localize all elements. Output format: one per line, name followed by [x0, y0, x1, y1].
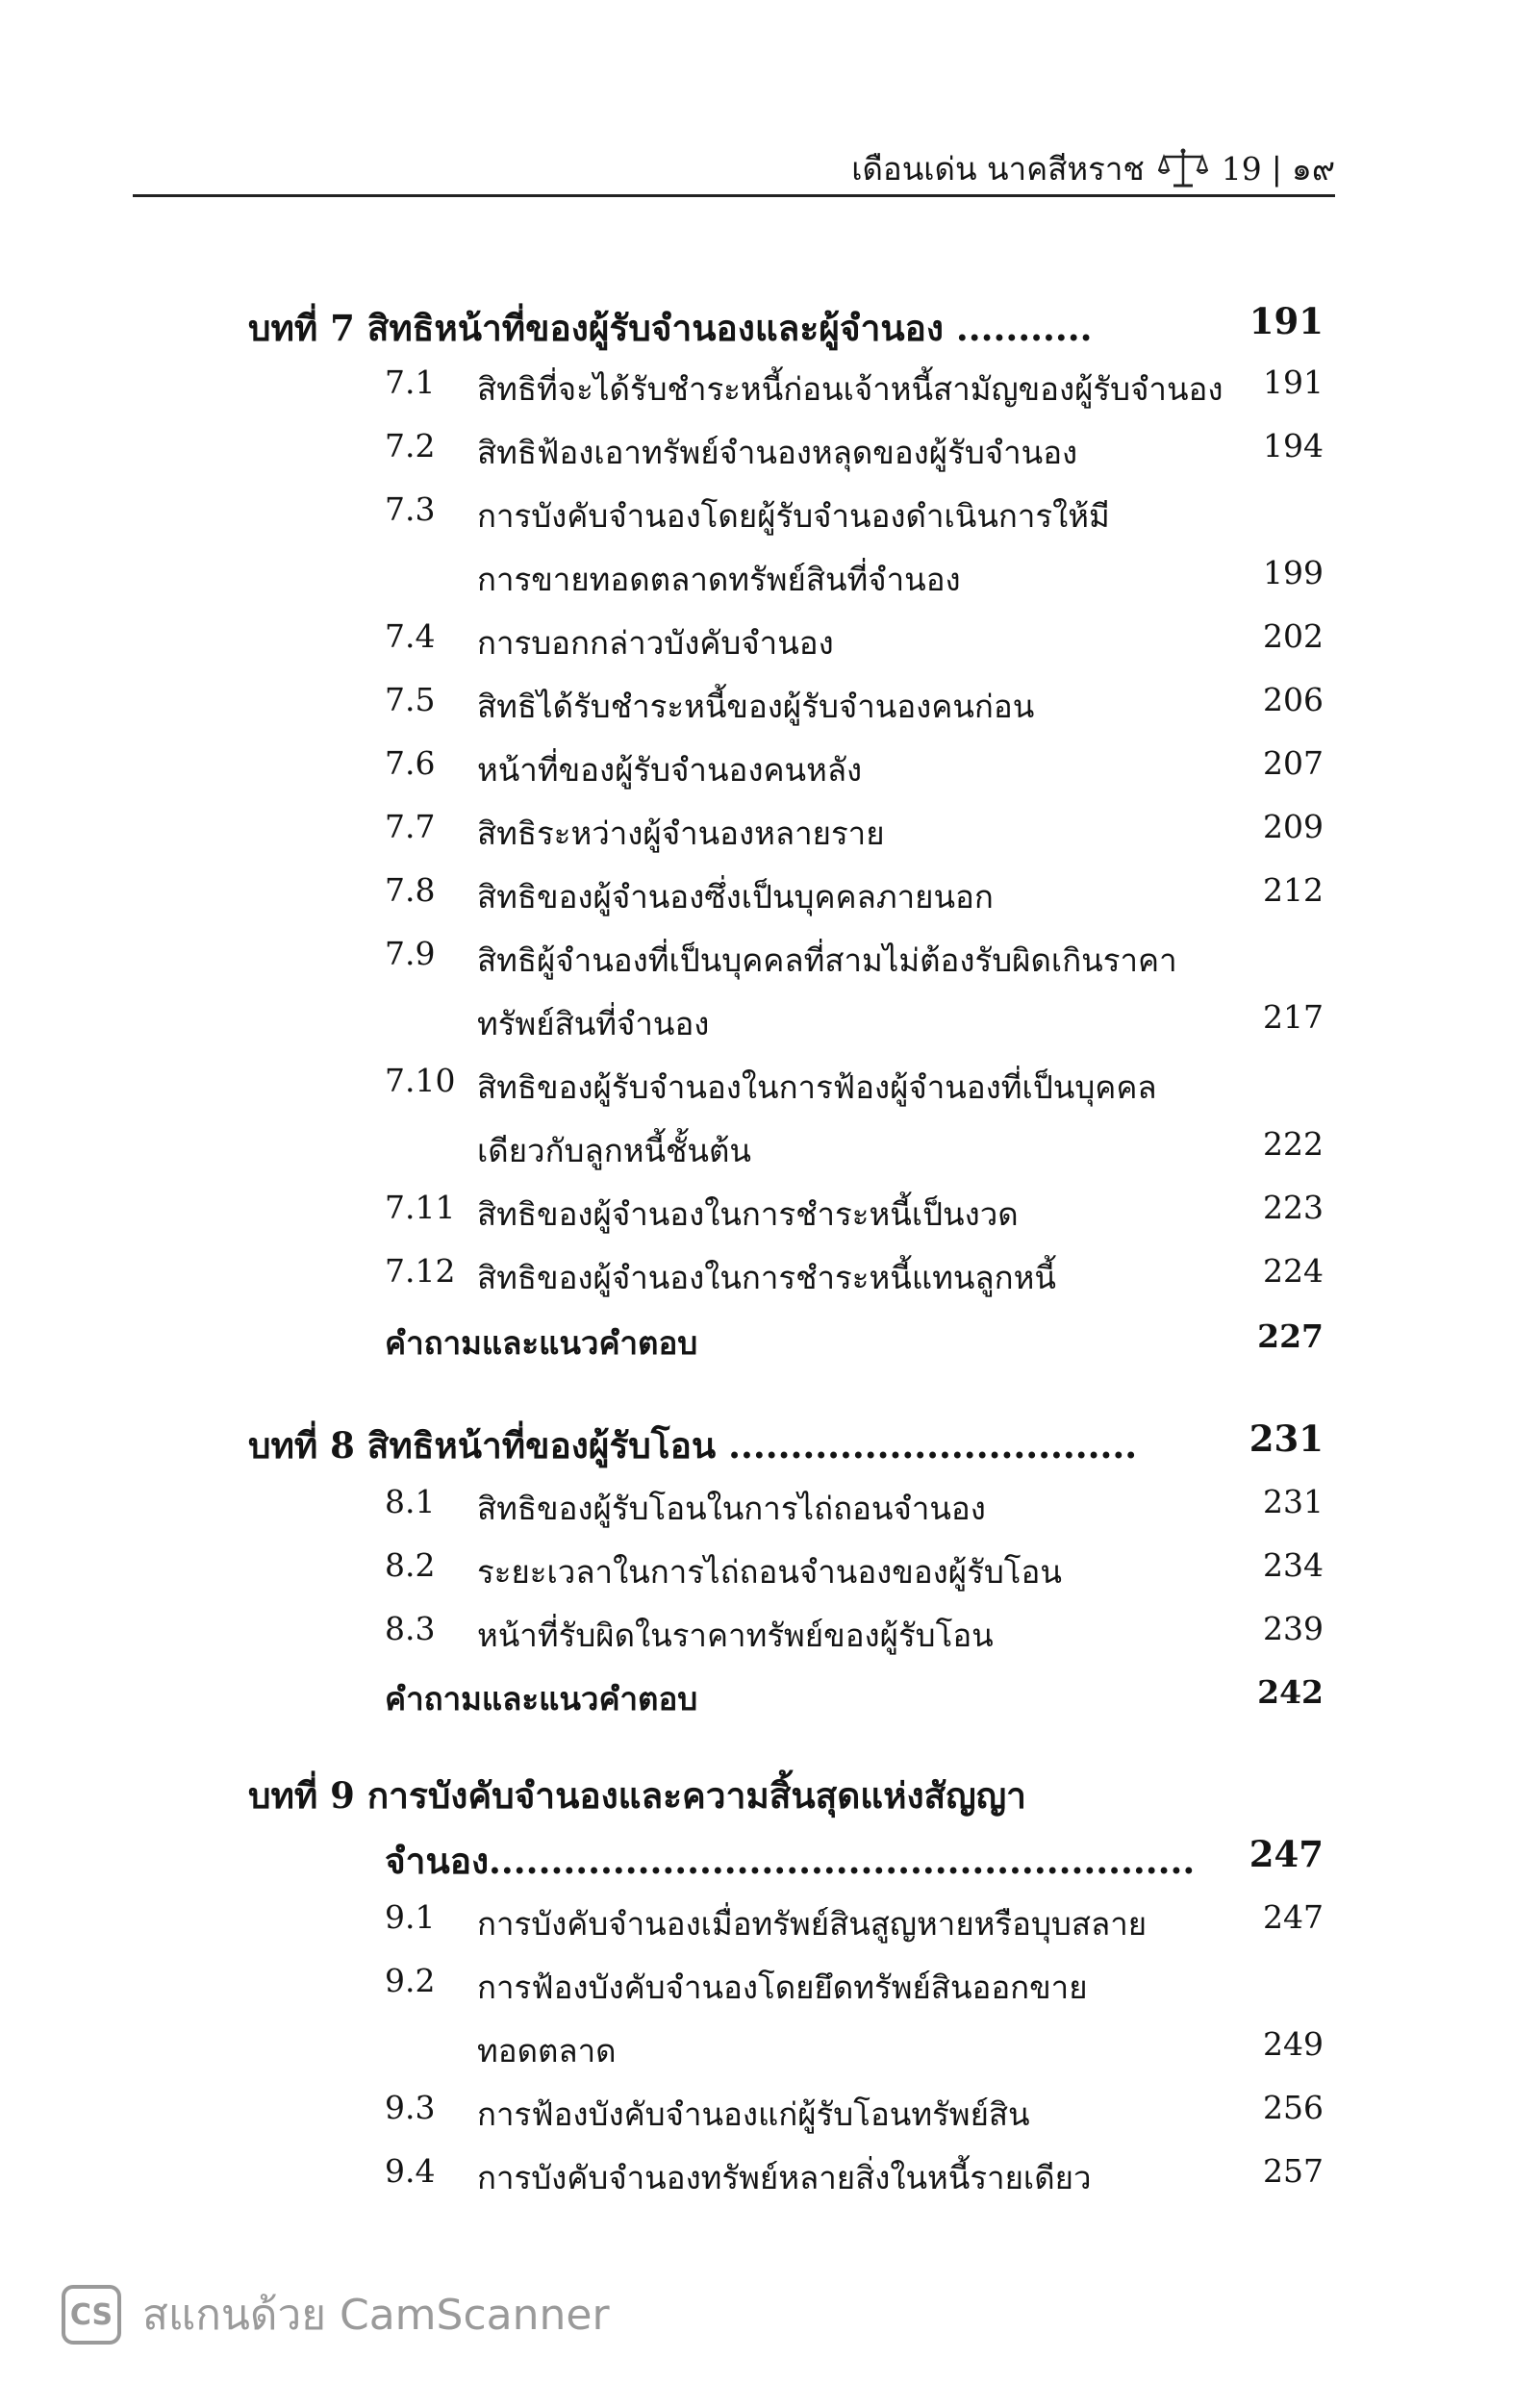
- toc-page: 191: [1263, 364, 1324, 401]
- toc-entry: สิทธิผู้จำนองที่เป็นบุคคลที่สามไม่ต้องรับผิดเกินราคา: [477, 941, 1177, 979]
- toc-entry-continued: ทอดตลาด: [477, 2032, 617, 2069]
- toc-page: 239: [1263, 1610, 1324, 1647]
- toc-num: 7.12: [385, 1252, 456, 1290]
- toc-num: 9.2: [385, 1962, 436, 1999]
- toc-num: 7.1: [385, 364, 436, 401]
- chapter-8-qa-page: 242: [1257, 1673, 1324, 1711]
- header-author: เดือนเด่น นาคสีหราช: [851, 149, 1145, 188]
- header-page-arabic: 19: [1221, 149, 1262, 188]
- camscanner-logo-icon: CS: [62, 2285, 121, 2345]
- toc-num: 7.10: [385, 1062, 456, 1099]
- header-page-thai: ๑๙: [1291, 149, 1335, 188]
- toc-num: 7.7: [385, 808, 436, 845]
- toc-num: 7.5: [385, 681, 436, 718]
- chapter-9-title: บทที่ 9 การบังคับจำนองและความสิ้นสุดแห่งสัญญา: [248, 1774, 1026, 1817]
- toc-page: 212: [1263, 871, 1324, 909]
- watermark-text: สแกนด้วย CamScanner: [142, 2291, 610, 2340]
- toc-entry: การฟ้องบังคับจำนองแก่ผู้รับโอนทรัพย์สิน: [477, 2095, 1030, 2133]
- toc-page: 247: [1263, 1898, 1324, 1936]
- chapter-7-qa-page: 227: [1257, 1317, 1324, 1355]
- toc-entry: สิทธิฟ้องเอาทรัพย์จำนองหลุดของผู้รับจำนอง: [477, 434, 1078, 471]
- toc-num: 8.1: [385, 1483, 436, 1520]
- chapter-7-qa: คำถามและแนวคำตอบ: [385, 1324, 698, 1362]
- toc-num: 7.6: [385, 744, 436, 782]
- toc-num: 7.9: [385, 935, 436, 972]
- header-separator: |: [1271, 149, 1282, 188]
- toc-entry: การฟ้องบังคับจำนองโดยยึดทรัพย์สินออกขาย: [477, 1969, 1088, 2006]
- toc-entry: สิทธิได้รับชำระหนี้ของผู้รับจำนองคนก่อน: [477, 688, 1035, 725]
- toc-entry: หน้าที่ของผู้รับจำนองคนหลัง: [477, 751, 863, 789]
- toc-num: 7.2: [385, 427, 436, 464]
- toc-page: 222: [1263, 1125, 1324, 1163]
- toc-page: 257: [1263, 2152, 1324, 2190]
- toc-num: 7.8: [385, 871, 436, 909]
- chapter-8-page: 231: [1249, 1417, 1324, 1460]
- toc-page: 206: [1263, 681, 1324, 718]
- chapter-9-title-continued: จำนอง.........................................................: [385, 1840, 1196, 1882]
- toc-page: 249: [1263, 2025, 1324, 2063]
- toc-page: 234: [1263, 1546, 1324, 1584]
- toc-entry: สิทธิระหว่างผู้จำนองหลายราย: [477, 815, 885, 852]
- camscanner-watermark: [62, 2281, 610, 2348]
- toc-page: 224: [1263, 1252, 1324, 1290]
- toc-page: 256: [1263, 2089, 1324, 2126]
- toc-num: 9.3: [385, 2089, 436, 2126]
- toc-entry: สิทธิของผู้จำนองในการชำระหนี้เป็นงวด: [477, 1195, 1019, 1233]
- chapter-8-qa: คำถามและแนวคำตอบ: [385, 1680, 698, 1718]
- scales-of-justice-icon: [1158, 147, 1208, 189]
- toc-page: 194: [1263, 427, 1324, 464]
- toc-entry: สิทธิของผู้จำนองซึ่งเป็นบุคคลภายนอก: [477, 878, 994, 916]
- toc-num: 9.4: [385, 2152, 436, 2190]
- toc-entry: สิทธิของผู้รับจำนองในการฟ้องผู้จำนองที่เป็นบุคคล: [477, 1068, 1157, 1106]
- toc-page: 199: [1263, 554, 1324, 591]
- toc-entry: การบังคับจำนองเมื่อทรัพย์สินสูญหายหรือบุบสลาย: [477, 1905, 1148, 1943]
- toc-num: 8.2: [385, 1546, 436, 1584]
- toc-num: 7.3: [385, 490, 436, 528]
- toc-num: 8.3: [385, 1610, 436, 1647]
- chapter-8-title: บทที่ 8 สิทธิหน้าที่ของผู้รับโอน .................................: [248, 1424, 1138, 1467]
- toc-num: 7.11: [385, 1189, 456, 1226]
- toc-entry-continued: การขายทอดตลาดทรัพย์สินที่จำนอง: [477, 561, 961, 598]
- toc-page: 202: [1263, 617, 1324, 655]
- toc-num: 7.4: [385, 617, 436, 655]
- toc-page: 217: [1263, 998, 1324, 1036]
- toc-entry: การบังคับจำนองทรัพย์หลายสิ่งในหนี้รายเดียว: [477, 2159, 1092, 2196]
- toc-page: 207: [1263, 744, 1324, 782]
- toc-num: 9.1: [385, 1898, 436, 1936]
- chapter-7-page: 191: [1249, 300, 1324, 342]
- toc-page: 209: [1263, 808, 1324, 845]
- toc-entry: หน้าที่รับผิดในราคาทรัพย์ของผู้รับโอน: [477, 1617, 994, 1654]
- toc-page: 231: [1263, 1483, 1324, 1520]
- toc-entry: การบังคับจำนองโดยผู้รับจำนองดำเนินการให้มี: [477, 497, 1110, 535]
- chapter-9-page: 247: [1249, 1833, 1324, 1875]
- toc-entry: สิทธิที่จะได้รับชำระหนี้ก่อนเจ้าหนี้สามัญของผู้รับจำนอง: [477, 370, 1224, 408]
- toc-entry-continued: เดียวกับลูกหนี้ชั้นต้น: [477, 1132, 751, 1169]
- toc-entry: สิทธิของผู้รับโอนในการไถ่ถอนจำนอง: [477, 1490, 986, 1527]
- toc-entry: การบอกกล่าวบังคับจำนอง: [477, 624, 834, 662]
- toc-page: 223: [1263, 1189, 1324, 1226]
- header-rule: [133, 194, 1335, 197]
- toc-entry: ระยะเวลาในการไถ่ถอนจำนองของผู้รับโอน: [477, 1553, 1062, 1591]
- chapter-7-title: บทที่ 7 สิทธิหน้าที่ของผู้รับจำนองและผู้จำนอง ...........: [248, 307, 1093, 349]
- toc-entry: สิทธิของผู้จำนองในการชำระหนี้แทนลูกหนี้: [477, 1259, 1056, 1296]
- toc-entry-continued: ทรัพย์สินที่จำนอง: [477, 1005, 710, 1042]
- running-header: [133, 144, 1335, 192]
